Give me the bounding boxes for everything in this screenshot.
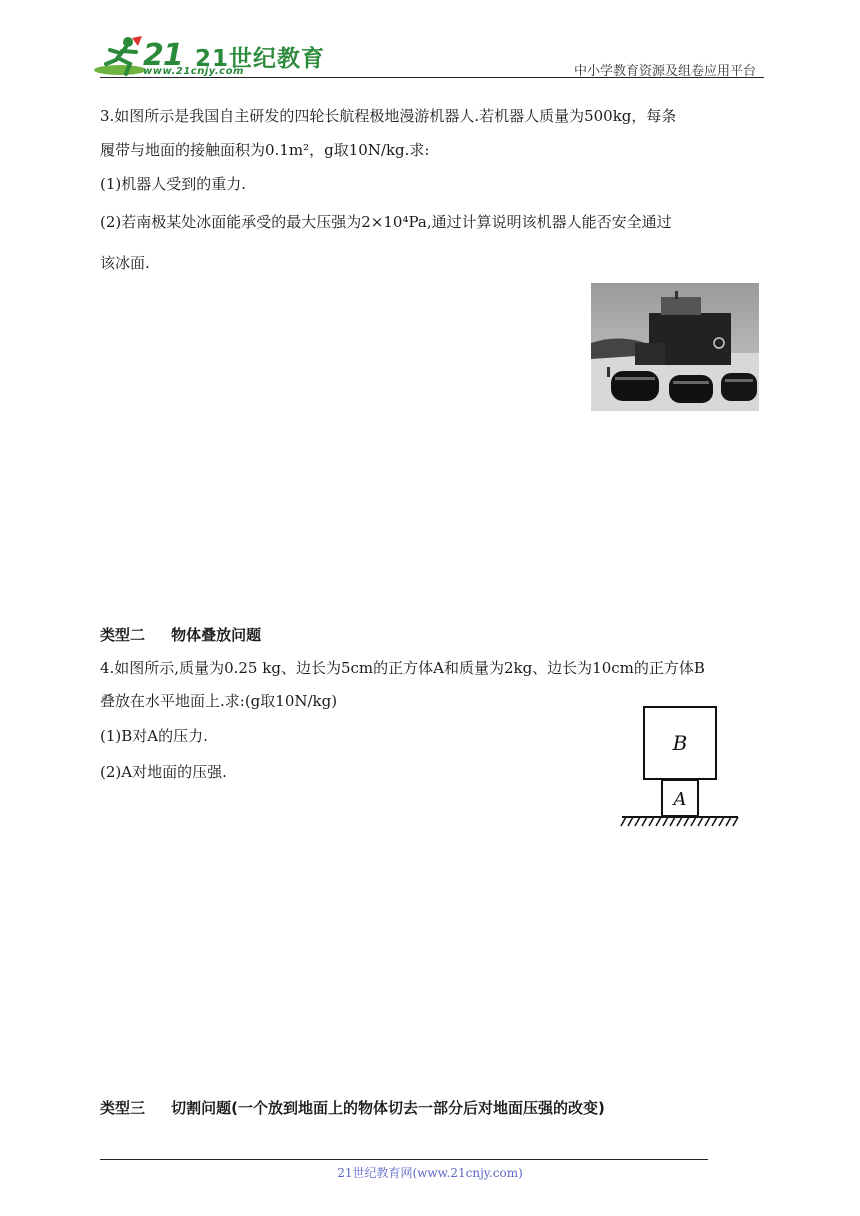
footer-divider [100, 1159, 708, 1160]
stacked-blocks-diagram [620, 700, 740, 830]
section3-title: 切割问题(一个放到地面上的物体切去一部分后对地面压强的改变) [171, 1099, 605, 1117]
footer-text[interactable]: 21世纪教育网(www.21cnjy.com) [337, 1166, 523, 1180]
q3-sub2: (2)若南极某处冰面能承受的最大压强为2×10⁴Pa,通过计算说明该机器人能否安全通过 [100, 213, 672, 231]
q4-line1: 4.如图所示,质量为0.25 kg、边长为5cm的正方体A和质量为2kg、边长为10cm的正方体B [100, 659, 705, 677]
q3-sub1: (1)机器人受到的重力. [100, 175, 247, 193]
section2-title: 物体叠放问题 [171, 626, 262, 644]
header-platform-text: 中小学教育资源及组卷应用平台 [573, 64, 756, 79]
q3-line2: 履带与地面的接触面积为0.1m²，g取10N/kg.求: [100, 141, 430, 159]
q3-line1: 3.如图所示是我国自主研发的四轮长航程极地漫游机器人.若机器人质量为500kg，每条 [100, 107, 677, 125]
q4-sub1: (1)B对A的压力. [100, 727, 208, 745]
q3-sub2-continued: 该冰面. [100, 254, 150, 272]
logo-url: www.21cnjy.com [143, 66, 244, 77]
logo-text: 21世纪教育 [195, 46, 326, 72]
header-divider [100, 77, 764, 78]
q4-line2: 叠放在水平地面上.求:(g取10N/kg) [100, 692, 338, 710]
logo-number: 21 [143, 38, 183, 73]
ground-hatching [621, 817, 738, 826]
q4-sub2: (2)A对地面的压强. [100, 763, 227, 781]
section2-label: 类型二 [100, 626, 146, 644]
section3-heading [100, 1097, 605, 1118]
label-a: A [673, 789, 687, 810]
polar-robot-photo [591, 283, 759, 411]
label-b: B [672, 731, 688, 755]
section3-label: 类型三 [100, 1099, 146, 1117]
section2-heading [100, 624, 261, 645]
